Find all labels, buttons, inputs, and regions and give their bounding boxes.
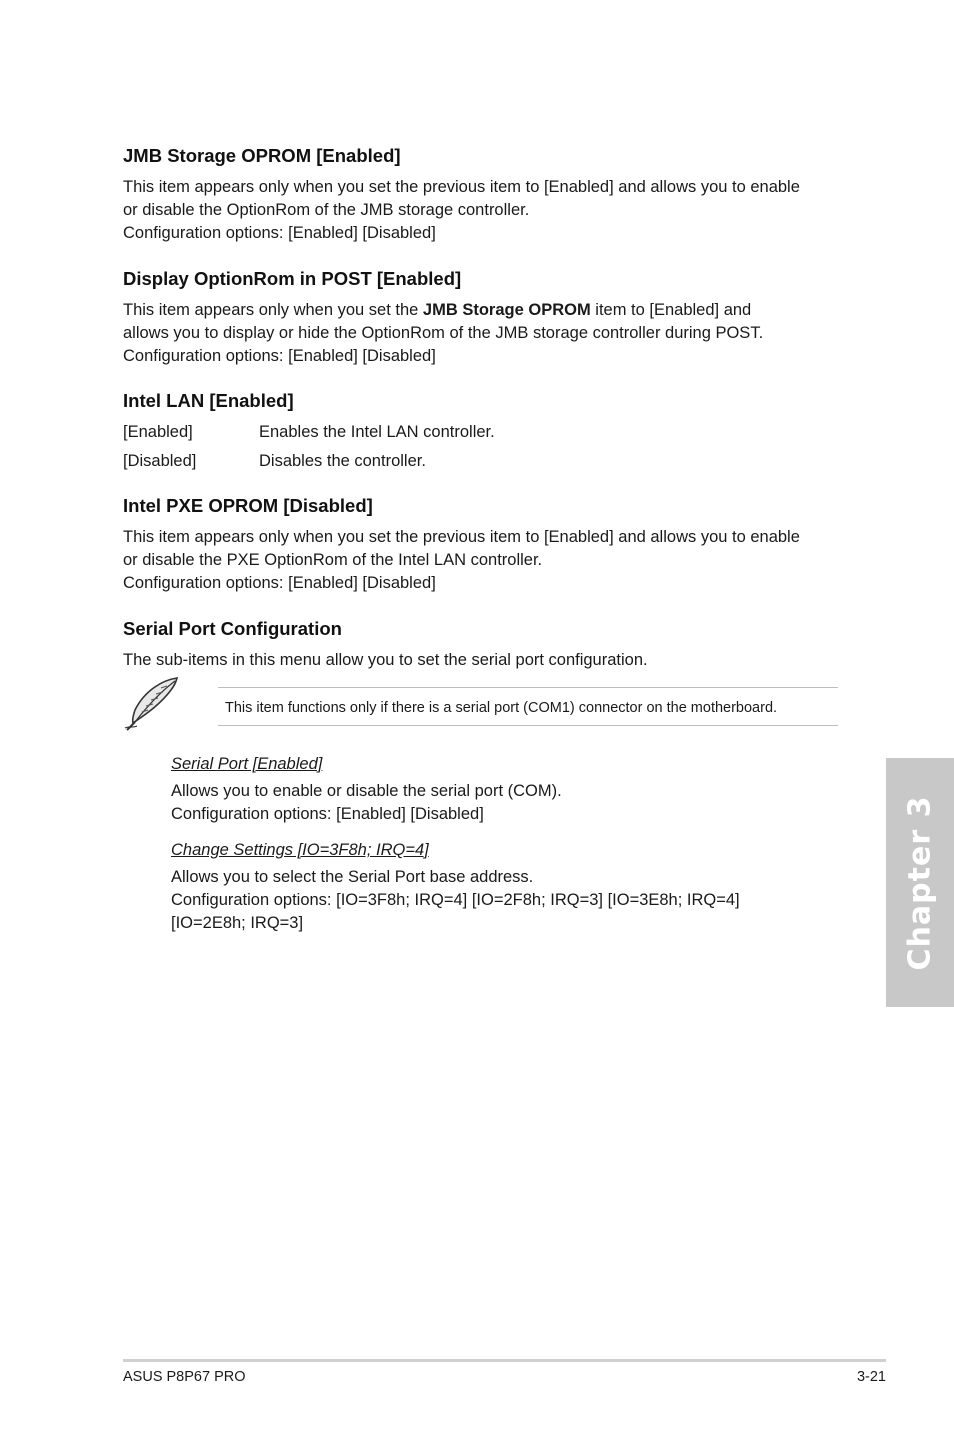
config-options: Configuration options: [Enabled] [Disabled] <box>123 574 436 592</box>
config-options: Configuration options: [IO=3F8h; IRQ=4] [IO=2F8h; IRQ=3] [IO=3E8h; IRQ=4] <box>171 891 740 909</box>
section-intel-pxe-oprom <box>123 495 838 595</box>
body-text: This item appears only when you set the <box>123 301 423 319</box>
chapter-label: Chapter 3 <box>902 795 938 970</box>
body-line: or disable the PXE OptionRom of the Intel LAN controller. <box>123 551 543 569</box>
option-row <box>123 450 838 473</box>
section-title: Intel LAN [Enabled] <box>123 390 294 411</box>
body-line: allows you to display or hide the OptionRom of the JMB storage controller during POST. <box>123 324 764 342</box>
section-jmb-storage-oprom <box>123 145 838 245</box>
config-options-continued: [IO=2E8h; IRQ=3] <box>171 914 304 932</box>
option-desc: Enables the Intel LAN controller. <box>259 423 495 441</box>
section-title: Intel PXE OPROM [Disabled] <box>123 495 373 516</box>
chapter-side-tab <box>886 758 954 1007</box>
option-key: [Enabled] <box>123 423 193 441</box>
footer-product-name: ASUS P8P67 PRO <box>123 1369 246 1385</box>
feather-quill-icon <box>123 676 181 732</box>
body-line: This item appears only when you set the previous item to [Enabled] and allows you to enable <box>123 178 800 196</box>
config-options: Configuration options: [Enabled] [Disabled] <box>123 347 436 365</box>
note-callout <box>123 674 838 734</box>
section-title: JMB Storage OPROM [Enabled] <box>123 145 401 166</box>
footer-page-number: 3-21 <box>856 1369 886 1385</box>
subitem-title: Serial Port [Enabled] <box>171 755 323 773</box>
section-serial-port-configuration <box>123 618 838 672</box>
subitem-change-settings <box>171 839 838 935</box>
body-text: item to [Enabled] and <box>590 301 752 319</box>
section-intel-lan <box>123 390 838 473</box>
body-line: The sub-items in this menu allow you to set the serial port configuration. <box>123 651 648 669</box>
option-desc: Disables the controller. <box>259 452 426 470</box>
section-title: Serial Port Configuration <box>123 618 342 639</box>
option-row <box>123 421 838 444</box>
section-display-optionrom <box>123 268 838 368</box>
footer-divider <box>123 1359 886 1362</box>
subitem-title: Change Settings [IO=3F8h; IRQ=4] <box>171 841 429 859</box>
config-options: Configuration options: [Enabled] [Disabled] <box>123 224 436 242</box>
bold-item-name: JMB Storage OPROM <box>422 301 591 319</box>
note-text: This item functions only if there is a serial port (COM1) connector on the motherboard. <box>225 700 778 716</box>
body-line: This item appears only when you set the previous item to [Enabled] and allows you to enable <box>123 528 800 546</box>
option-key: [Disabled] <box>123 452 197 470</box>
body-line: Allows you to select the Serial Port base address. <box>171 868 534 886</box>
subitem-serial-port <box>171 753 838 826</box>
body-line: or disable the OptionRom of the JMB storage controller. <box>123 201 530 219</box>
section-title: Display OptionRom in POST [Enabled] <box>123 268 462 289</box>
body-line <box>123 299 838 322</box>
note-box <box>218 687 838 726</box>
body-line: Allows you to enable or disable the serial port (COM). <box>171 782 562 800</box>
config-options: Configuration options: [Enabled] [Disabled] <box>171 805 484 823</box>
